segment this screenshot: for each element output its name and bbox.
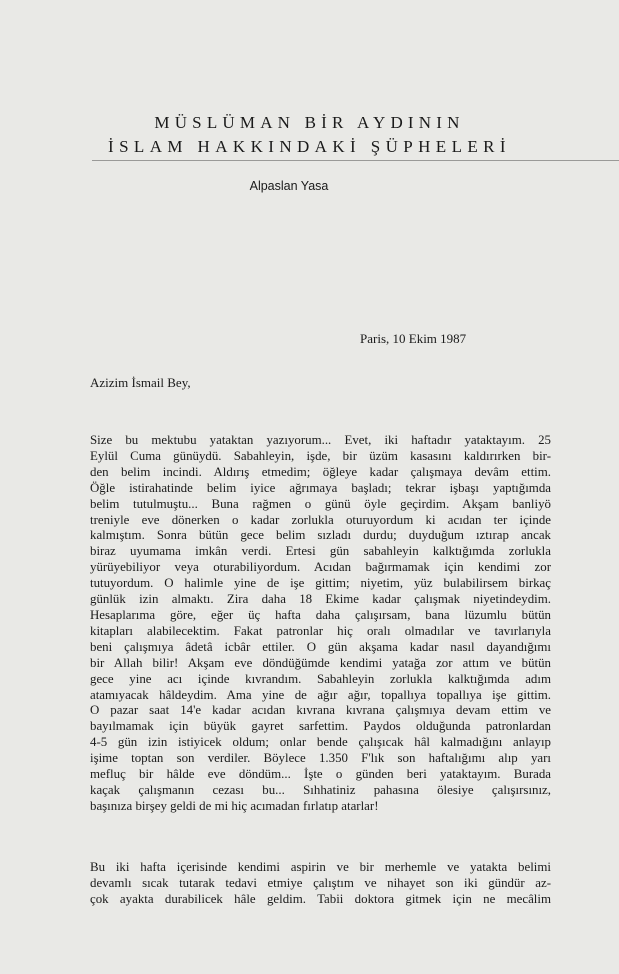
text-line: belim tutulmuştu... Buna rağmen o günü öyle geçirdim. Akşam banliyö [90,496,551,511]
text-line: işime toptan son verdiler. Böylece 1.350 F'lık son haftalığımı alıp yarı [90,751,551,766]
text-line: Eylül Cuma günüydü. Sabahleyin, işde, bir üzüm kasasını kaldırırken bir- [90,448,551,463]
text-line: başınıza birşey geldi de mi hiç acımadan fırlatıp atarlar! [90,798,379,813]
text-line: çok ayakta durabilicek hâle geldim. Tabii doktora gitmek için ne mecâlim [90,891,551,906]
text-line: den belim incindi. Aldırış etmedim; öğleye kadar çalışmaya devâm ettim. [90,464,551,479]
text-line: bir Allah bilir! Akşam eve döndüğümde kendimi yatağa zor attım ve bütün [90,655,551,670]
text-line: Bu iki hafta içerisinde kendimi aspirin ve bir merhemle ve yatakta belimi [90,860,551,874]
text-line: tutuyordum. O halimle yine de işe gittim; niyetim, yüz bulabilirsem birkaç [90,576,551,591]
text-line: yürüyebiliyor veya oturabiliyordum. Acıdan bağırmamak için kendimi zor [90,560,551,575]
text-line: biraz uyumama imkân verdi. Ertesi gün sabahleyin kalktığımda zorlukla [90,544,551,559]
text-line: O pazar saat 14'e kadar acıdan kıvrana kıvrana çalışmıya devam ettim ve [90,703,551,718]
text-line: kalmıştım. Sonra bütün gece belim sızladı durdu; duyduğum ıztırap ancak [90,528,551,543]
text-line: treniyle eve dönerken o kadar zorlukla oturuyordum ki acıdan ter içinde [90,512,551,527]
dateline: Paris, 10 Ekim 1987 [360,331,467,346]
text-line: gece yine acı içinde kıvrandım. Sabahleyin zorlukla kalktığımda adım [90,671,551,686]
title-rule [92,160,619,161]
title-line-1: MÜSLÜMAN BİR AYDININ [154,113,465,132]
text-line: beni çalışmıya âdetâ icbâr ettiler. O gün akşama kadar nasıl dayandığımı [90,639,551,654]
text-line: mefluç bir hâlde eve döndüm... İşte o günden beri yataktayım. Burada [90,767,551,782]
author-name: Alpaslan Yasa [249,179,329,193]
text-line: Hesaplarıma göre, eğer üç hafta daha çalışırsam, bana lüzumlu bütün [90,607,551,622]
text-line: Size bu mektubu yataktan yazıyorum... Evet, iki haftadır yataktayım. 25 [90,433,551,447]
paragraph-1 [90,433,551,815]
text-line: bayılmamak için büyük gayret sarfettim. Paydos olduğunda patronlardan [90,719,551,734]
text-line: kitapları alabilecektim. Fakat patronlar hiç oralı olmadılar ve tavırlarıyla [90,623,551,638]
text-line: 4-5 gün izin istiyicek oldum; onlar bende çalışıcak hâl kalmadığını anlayıp [90,735,551,750]
text-line: kaçak çalışmanın cezası bu... Sıhhatiniz pahasına ölesiye çalışırsınız, [90,782,551,797]
salutation: Azizim İsmail Bey, [90,375,191,390]
text-line: Öğle istirahatinde belim iyice ağrımaya başladı; tekrar işbaşı yaptığımda [90,480,551,495]
text-line: günlük izin almaktı. Zira daha 18 Ekime kadar çalışmak niyetindeydim. [90,592,551,607]
paragraph-2 [90,860,551,908]
text-line: devamlı sıcak tutarak tedavi etmiye çalıştım ve nihayet son iki gündür az- [90,875,551,890]
title-line-2: İSLAM HAKKINDAKİ ŞÜPHELERİ [108,137,511,156]
text-line: atamıyacak hâldeydim. Ama yine de ağır ağır, topallıya topallıya işe gittim. [90,687,551,702]
